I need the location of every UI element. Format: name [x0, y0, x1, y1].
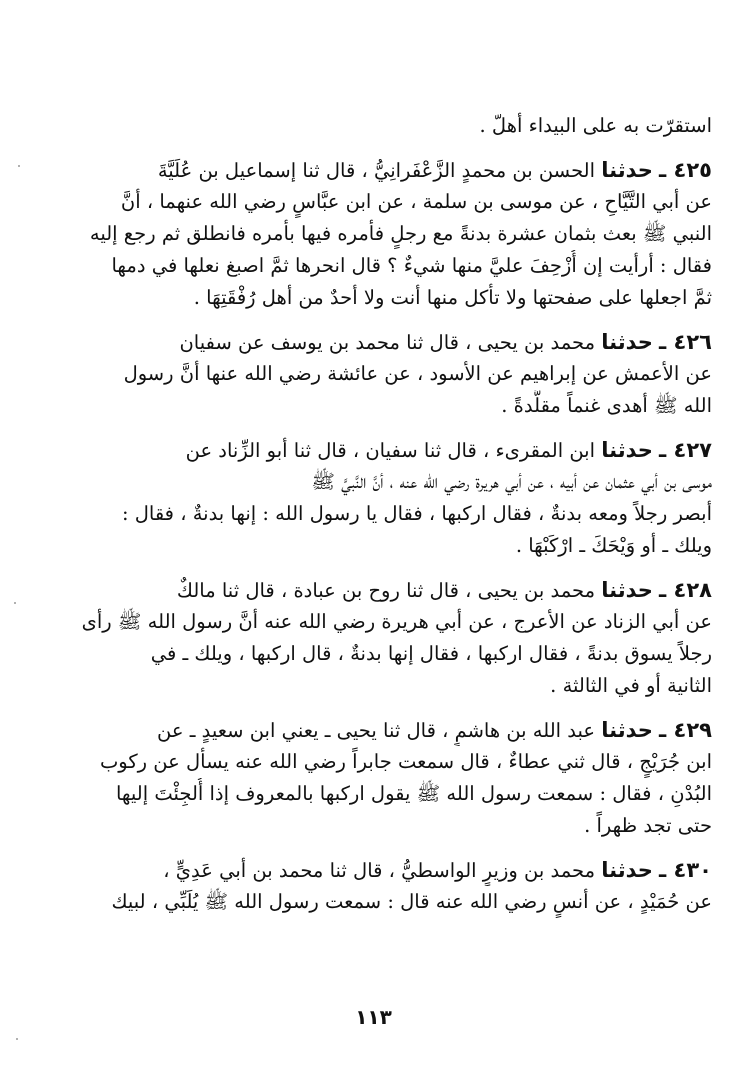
intro-line: استقرّت به على البيداء أهلّ . [479, 114, 712, 137]
haddathana-keyword: حدثنا [601, 578, 653, 602]
hadith-428 [52, 574, 712, 702]
hadith-line: عن أبي الزناد عن الأعرج ، عن أبي هريرة رضي الله عنه أنَّ رسول الله ﷺ رأى [81, 610, 712, 633]
hadith-line: أبصر رجلاً ومعه بدنةٌ ، فقال اركبها ، فقال يا رسول الله : إنها بدنةٌ ، فقال : [121, 502, 712, 525]
hadith-first-line [52, 854, 712, 886]
hadith-line: فقال : أرأيت إن أُزْحِفَ عليَّ منها شيءٌ ؟ قال انحرها ثمَّ اصبغ نعلها في دمها [111, 254, 712, 277]
hadith-number: ٤٢٥ ـ [659, 158, 712, 182]
haddathana-keyword: حدثنا [601, 438, 653, 462]
hadith-first-line [52, 326, 712, 358]
hadith-429 [52, 714, 712, 842]
hadith-line: عن الأعمش عن إبراهيم عن الأسود ، عن عائشة رضي الله عنها أنَّ رسول [123, 362, 712, 385]
hadith-line: عن أبي التَّيَّاحِ ، عن موسى بن سلمة ، عن ابن عبَّاسٍ رضي الله عنهما ، أنَّ [120, 190, 712, 213]
haddathana-keyword: حدثنا [601, 858, 653, 882]
hadith-first-line-text: ابن المقرىء ، قال ثنا سفيان ، قال ثنا أبو الزِّناد عن [185, 439, 596, 462]
hadith-line: ابن جُرَيْجٍ ، قال ثني عطاءٌ ، قال سمعت جابراً رضي الله عنه يسأل عن ركوب [99, 750, 712, 773]
hadith-425 [52, 154, 712, 314]
hadith-number: ٤٣٠ ـ [659, 858, 712, 882]
scan-speck [18, 165, 20, 167]
hadith-first-line [52, 714, 712, 746]
hadith-430 [52, 854, 712, 918]
hadith-first-line [52, 574, 712, 606]
hadith-line: البُدْنِ ، فقال : سمعت رسول الله ﷺ يقول اركبها بالمعروف إذا أُلجِئْتَ إليها [115, 782, 712, 805]
hadith-first-line-text: الحسن بن محمدٍ الزَّعْفَرانِيُّ ، قال ثنا إسماعيل بن عُلَيَّةَ [157, 159, 596, 182]
page-number: ١١٣ [355, 1005, 392, 1029]
hadith-line: رجلاً يسوق بدنةً ، فقال اركبها ، فقال إنها بدنةٌ ، قال اركبها ، ويلك ـ في [150, 642, 712, 665]
hadith-line: ثمَّ اجعلها على صفحتها ولا تأكل منها أنت ولا أحدٌ من أهل رُفْقَتِهَا . [193, 286, 712, 309]
haddathana-keyword: حدثنا [601, 158, 653, 182]
hadith-number: ٤٢٦ ـ [659, 330, 712, 354]
hadith-first-line [52, 154, 712, 186]
hadith-first-line-text: محمد بن يحيى ، قال ثنا روح بن عبادة ، قال ثنا مالكٌ [176, 579, 596, 602]
hadith-line: عن حُمَيْدٍ ، عن أنسٍ رضي الله عنه قال : سمعت رسول الله ﷺ يُلَبِّي ، لبيك [111, 890, 712, 913]
hadith-426 [52, 326, 712, 422]
scan-speck [16, 1038, 18, 1040]
scan-speck [14, 602, 16, 604]
hadith-line: موسى بن أبي عثمان عن أبيه ، عن أبي هريرة رضي الله عنه ، أنَّ النَّبيَّ ﷺ [311, 470, 712, 493]
hadith-line: النبي ﷺ بعث بثمان عشرة بدنةً مع رجلٍ فأمره فيها بأمره فانطلق ثم رجع إليه [89, 222, 712, 245]
hadith-line: ويلك ـ أو وَيْحَكَ ـ ارْكَبْهَا . [515, 534, 712, 557]
hadith-first-line-text: عبد الله بن هاشمٍ ، قال ثنا يحيى ـ يعني ابن سعيدٍ ـ عن [157, 719, 596, 742]
hadith-line: الثانية أو في الثالثة . [550, 674, 712, 697]
hadith-number: ٤٢٩ ـ [659, 718, 712, 742]
haddathana-keyword: حدثنا [601, 330, 653, 354]
hadith-number: ٤٢٧ ـ [659, 438, 712, 462]
hadith-first-line-text: محمد بن وزيرٍ الواسطيُّ ، قال ثنا محمد بن أبي عَدِيٍّ ، [163, 859, 596, 882]
hadith-first-line-text: محمد بن يحيى ، قال ثنا محمد بن يوسف عن سفيان [179, 331, 596, 354]
hadith-427 [52, 434, 712, 562]
page-body [52, 110, 712, 918]
hadith-first-line [52, 434, 712, 466]
haddathana-keyword: حدثنا [601, 718, 653, 742]
hadith-line: الله ﷺ أهدى غنماً مقلَّدةً . [501, 394, 712, 417]
hadith-line: حتى تجد ظهراً . [584, 814, 712, 837]
hadith-number: ٤٢٨ ـ [659, 578, 712, 602]
